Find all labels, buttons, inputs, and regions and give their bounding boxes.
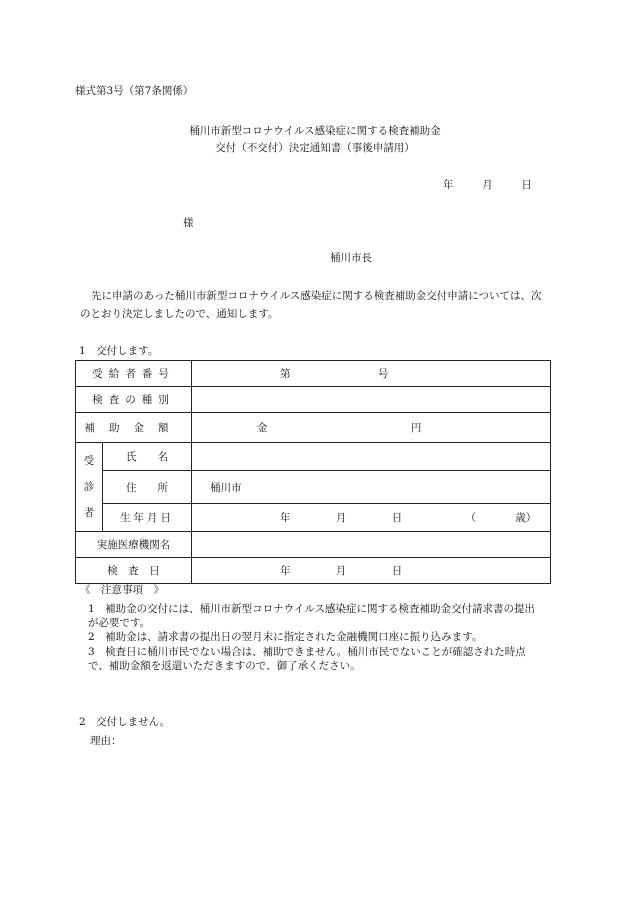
test-date-value [192,558,551,584]
test-day: 日 [391,565,403,577]
name-value [192,443,551,471]
date-year: 年 [443,179,454,191]
amount-value [192,413,551,443]
grant-form-table [75,360,551,584]
test-type-label: 検査の種別 [76,387,192,413]
address-value [192,471,551,504]
address-city: 桶川市 [210,481,242,494]
date-month: 月 [482,179,493,191]
examinee-char-3: 者 [83,507,95,519]
birthdate-label: 生年月日 [103,504,192,532]
table-row [76,471,551,504]
addressee: 様 [183,217,194,229]
institution-label: 実施医療機関名 [76,532,192,558]
recipient-number-prefix: 第 [280,368,291,380]
body-text: 先に申請のあった桶川市新型コロナウイルス感染症に関する検査補助金交付申請については、次のとおり決定しましたので、通知します。 [80,290,542,320]
address-label: 住 所 [103,471,192,504]
table-row [76,387,551,413]
birthdate-value [192,504,551,532]
section2-heading: 2 交付しません。 [79,716,171,728]
table-row [76,413,551,443]
table-row [76,558,551,584]
test-type-value [192,387,551,413]
notes-heading: 《 注意事項 》 [80,584,164,596]
section1-heading: 1 交付します。 [79,345,159,357]
name-label: 氏 名 [103,443,192,471]
note-item: 1 補助金の交付には、桶川市新型コロナウイルス感染症に関する検査補助金交付請求書の提出が必要です。 [88,603,536,629]
form-number: 様式第3号（第7条関係） [75,85,194,97]
recipient-number-label: 受給者番号 [76,361,192,387]
birth-year: 年 [280,512,291,524]
amount-label: 補助金額 [76,413,192,443]
document-title-line2: 交付（不交付）決定通知書（事後申請用） [215,142,415,154]
sender: 桶川市長 [330,252,372,264]
examinee-char-2: 診 [83,481,95,493]
institution-value [192,532,551,558]
table-row [76,504,551,532]
date-day: 日 [521,179,532,191]
note-item: 2 補助金は、請求書の提出日の翌月末に指定された金融機関口座に振り込みます。 [88,631,483,643]
recipient-number-suffix: 号 [377,368,389,380]
age-suffix: 歳） [515,512,537,524]
table-row [76,532,551,558]
age-open: （ [465,512,477,524]
examinee-vertical-label [76,443,103,532]
table-row [76,361,551,387]
test-year: 年 [280,565,291,577]
test-date-label: 検 査 日 [76,558,192,584]
birth-month: 月 [335,512,347,524]
examinee-char-1: 受 [83,455,95,467]
birth-day: 日 [391,512,403,524]
table-row [76,443,551,471]
test-month: 月 [335,565,347,577]
recipient-number-value [192,361,551,387]
note-item: 3 検査日に桶川市民でない場合は、補助できません。桶川市民でないことが確認された時点で、補助金額を返還いただきますので、御了承ください。 [88,646,526,672]
reason-label: 理由： [90,735,122,747]
issue-date [443,177,532,192]
amount-suffix: 円 [410,422,422,434]
document-title-line1: 桶川市新型コロナウイルス感染症に関する検査補助金 [189,125,441,137]
amount-prefix: 金 [257,422,268,434]
